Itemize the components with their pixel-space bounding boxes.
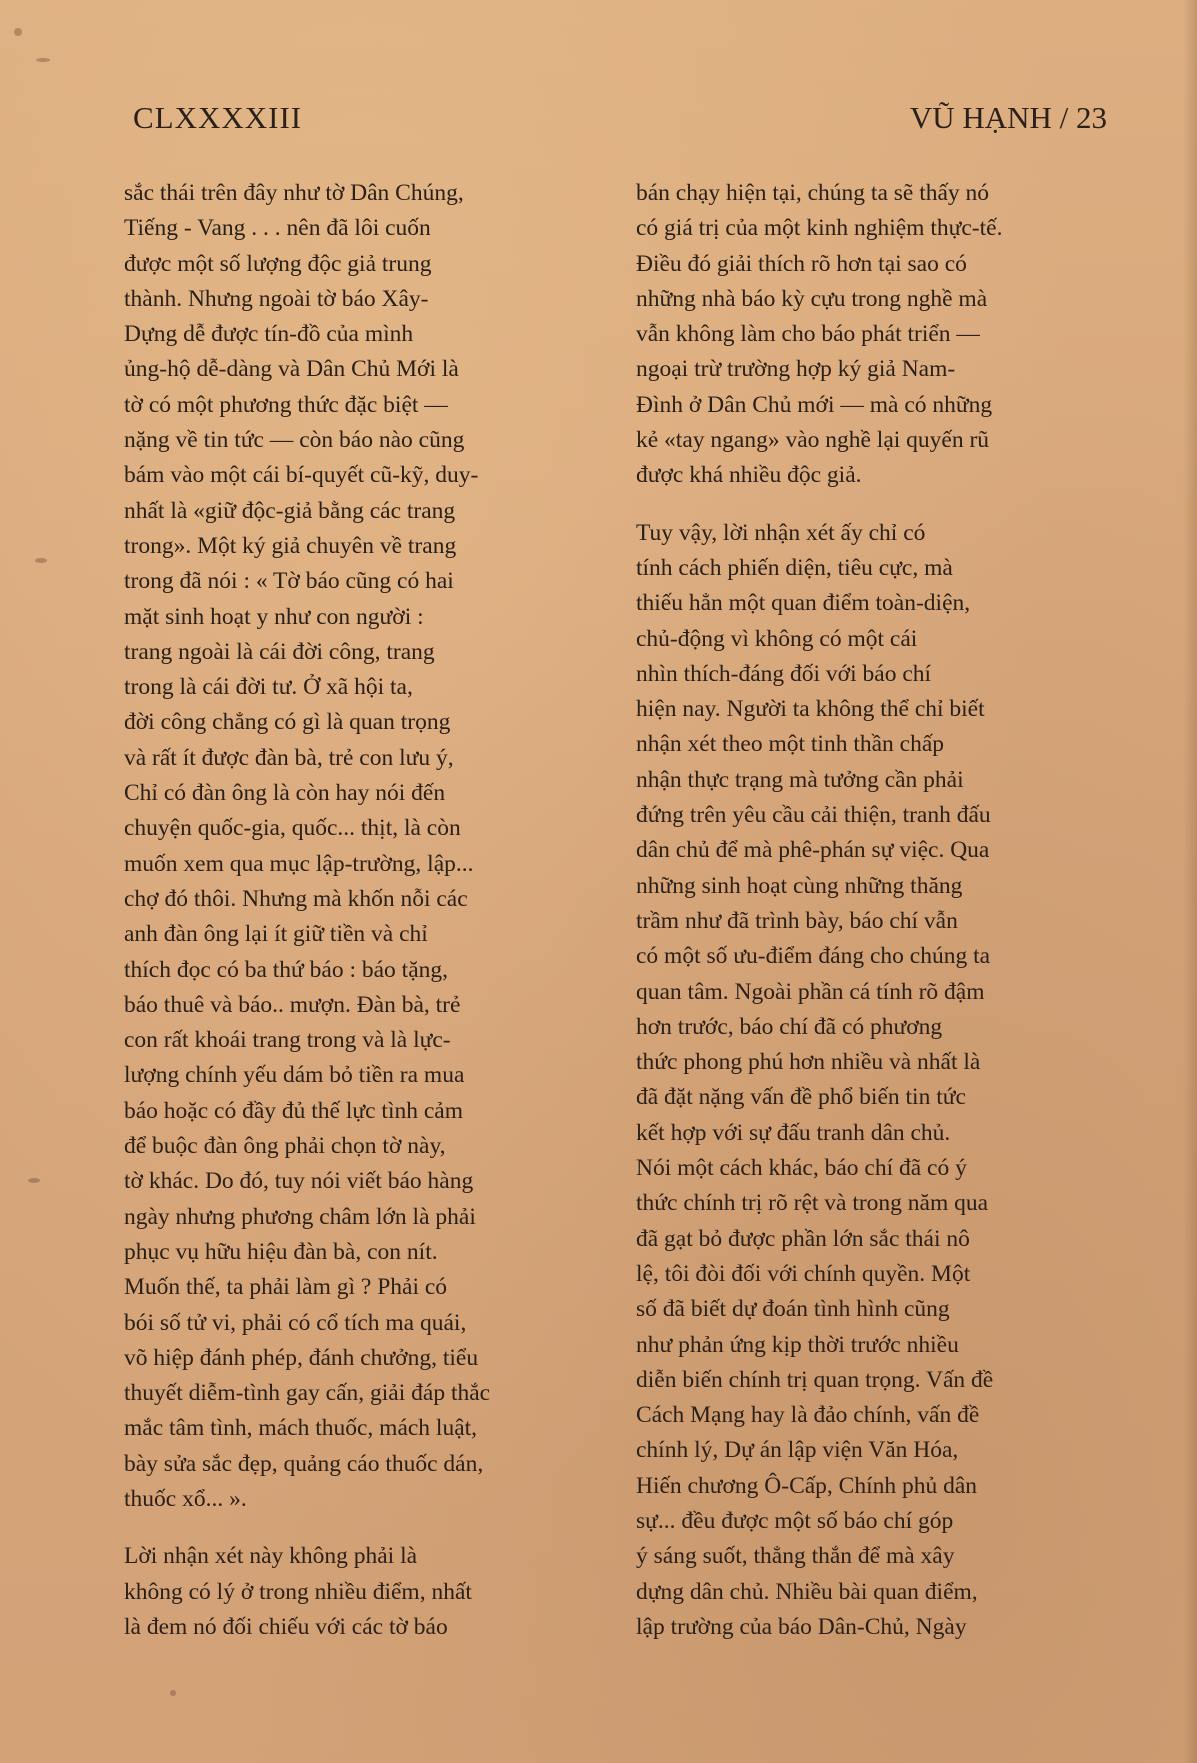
stain-mark — [35, 558, 47, 563]
author-and-page-number: VŨ HẠNH / 23 — [909, 100, 1107, 135]
stain-mark — [28, 1178, 40, 1183]
paragraph: sắc thái trên đây như tờ Dân Chúng, Tiếng - Vang . . . nên đã lôi cuốn được một số lượng độc giả trung thành. Nhưng ngoài tờ báo Xây- Dựng dễ được tín-đồ của mình ủng-hộ dễ-dàng và Dân Chủ Mới là tờ có một phương thức đặc biệt — nặng về tin tức — còn báo nào cũng bám vào một cái bí-quyết cũ-kỹ, duy- nhất là «giữ độc-giả bằng các trang trong». Một ký giả chuyên về trang trong đã nói : « Tờ báo cũng có hai mặt sinh hoạt y như con người : trang ngoài là cái đời công, trang trong là cái đời tư. Ở xã hội ta, đời công chẳng có gì là quan trọng và rất ít được đàn bà, trẻ con lưu ý, Chỉ có đàn ông là còn hay nói đến chuyện quốc-gia, quốc... thịt, là còn muốn xem qua mục lập-trường, lập... chợ đó thôi. Nhưng mà khốn nỗi các anh đàn ông lại ít giữ tiền và chỉ thích đọc có ba thứ báo : báo tặng, báo thuê và báo.. mượn. Đàn bà, trẻ con rất khoái trang trong và là lực- lượng chính yếu dám bỏ tiền ra mua báo hoặc có đầy đủ thế lực tình cảm để buộc đàn ông phải chọn tờ này, tờ khác. Do đó, tuy nói viết báo hàng ngày nhưng phương châm lớn là phải phục vụ hữu hiệu đàn bà, con nít. Muốn thế, ta phải làm gì ? Phải có bói số tử vi, phải có cổ tích ma quái, võ hiệp đánh phép, đánh chưởng, tiểu thuyết diễm-tình gay cấn, giải đáp thắc mắc tâm tình, mách thuốc, mách luật, bày sửa sắc đẹp, quảng cáo thuốc dán, thuốc xổ... ». — [124, 180, 491, 1512]
paragraph: bán chạy hiện tại, chúng ta sẽ thấy nó có giá trị của một kinh nghiệm thực-tế. Điều đó giải thích rõ hơn tại sao có những nhà báo kỳ cựu trong nghề mà vẫn không làm cho báo phát triển — ngoại trừ trường hợp ký giả Nam- Đình ở Dân Chủ mới — mà có những kẻ «tay ngang» vào nghề lại quyến rũ được khá nhiều độc giả. — [636, 180, 1003, 489]
stain-mark — [36, 58, 50, 62]
text-column-left — [124, 176, 601, 1645]
text-column-right — [636, 176, 1110, 1645]
paragraph: Lời nhận xét này không phải là không có lý ở trong nhiều điểm, nhất là đem nó đối chiếu với các tờ báo — [124, 1543, 472, 1640]
stain-mark — [170, 1690, 176, 1696]
paragraph: Tuy vậy, lời nhận xét ấy chỉ có tính cách phiến diện, tiêu cực, mà thiếu hẳn một quan điểm toàn-diện, chủ-động vì không có một cái nhìn thích-đáng đối với báo chí hiện nay. Người ta không thể chỉ biết nhận xét theo một tinh thần chấp nhận thực trạng mà tưởng cần phải đứng trên yêu cầu cải thiện, tranh đấu dân chủ để mà phê-phán sự việc. Qua những sinh hoạt cùng những thăng trầm như đã trình bày, báo chí vẫn có một số ưu-điểm đáng cho chúng ta quan tâm. Ngoài phần cá tính rõ đậm hơn trước, báo chí đã có phương thức phong phú hơn nhiều và nhất là đã đặt nặng vấn đề phổ biến tin tức kết hợp với sự đấu tranh dân chủ. Nói một cách khác, báo chí đã có ý thức chính trị rõ rệt và trong năm qua đã gạt bỏ được phần lớn sắc thái nô lệ, tôi đòi đối với chính quyền. Một số đã biết dự đoán tình hình cũng như phản ứng kịp thời trước nhiều diễn biến chính trị quan trọng. Vấn đề Cách Mạng hay là đảo chính, vấn đề chính lý, Dự án lập viện Văn Hóa, Hiến chương Ô-Cấp, Chính phủ dân sự... đều được một số báo chí góp ý sáng suốt, thẳng thắn để mà xây dựng dân chủ. Nhiều bài quan điểm, lập trường của báo Dân-Chủ, Ngày — [636, 519, 994, 1640]
series-numeral: CLXXXXIII — [133, 100, 303, 135]
stain-mark — [14, 28, 22, 36]
running-head — [133, 100, 1107, 140]
page-edge-shadow — [1183, 0, 1197, 1763]
